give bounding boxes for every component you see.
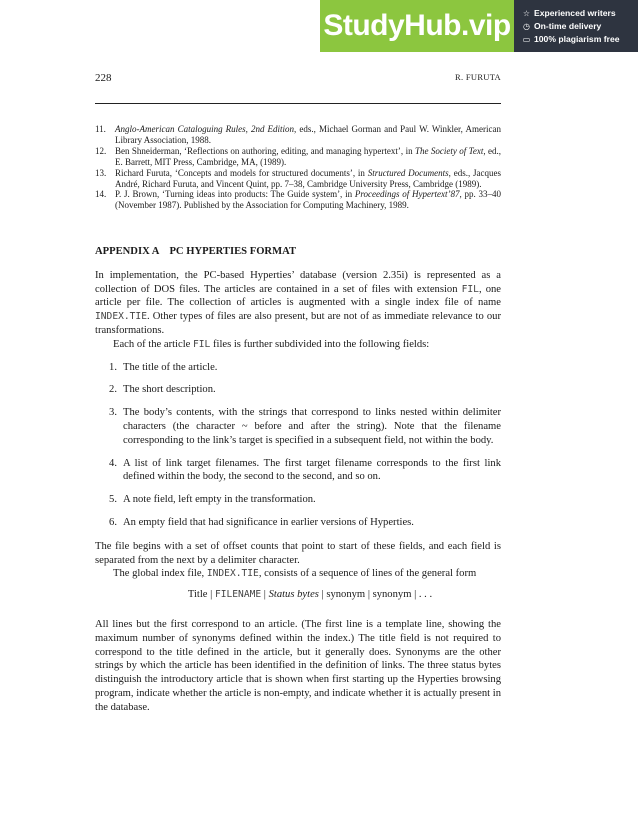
reference-item xyxy=(95,189,501,211)
clock-icon: ◷ xyxy=(523,21,530,31)
code-run: FILENAME xyxy=(214,589,262,601)
paragraph-fields-intro: Each of the article FIL files is further subdivided into the following fields: xyxy=(113,338,430,350)
star-icon: ☆ xyxy=(522,8,531,18)
list-item-text: The title of the article. xyxy=(123,361,218,373)
references-list xyxy=(95,124,501,211)
reference-text: Anglo-American Cataloguing Rules, 2nd Edition, eds., Michael Gorman and Paul W. Winkler, American Library Association, 1988. xyxy=(115,124,501,145)
list-item-number: 3. xyxy=(109,407,117,419)
brand-logo[interactable]: StudyHub.vip xyxy=(320,0,514,52)
list-item-number: 4. xyxy=(109,457,117,469)
ad-banner[interactable] xyxy=(320,0,638,52)
page-number: 228 xyxy=(95,72,112,84)
reference-item xyxy=(95,146,501,168)
italic-run: Proceedings of Hypertext’87 xyxy=(354,189,460,200)
code-run: INDEX.TIE xyxy=(95,311,147,323)
italic-run: Anglo-American Cataloguing Rules, 2nd Edition xyxy=(115,124,295,134)
list-item xyxy=(95,361,501,375)
reference-item xyxy=(95,124,501,146)
reference-number: 11. xyxy=(95,124,106,134)
list-item xyxy=(95,406,501,447)
feature-label: 100% plagiarism free xyxy=(534,34,620,44)
reference-number: 12. xyxy=(95,145,107,156)
list-item-number: 2. xyxy=(109,384,117,396)
reference-item xyxy=(95,168,501,190)
feature-experienced-writers xyxy=(522,8,638,18)
reference-text: Ben Shneiderman, ‘Reflections on authoring, editing, and managing hypertext’, in The Society of Text, ed., E. Barrett, MIT Press, Cambridge, MA, (1989). xyxy=(115,145,501,167)
italic-run: Structured Documents xyxy=(367,167,449,178)
code-run: FIL xyxy=(461,283,479,295)
code-run: FIL xyxy=(193,338,211,350)
list-item-text: A list of link target filenames. The first target filename corresponds to the first link defined within the body, the second to the second, and so on. xyxy=(123,457,501,483)
list-item xyxy=(95,383,501,397)
reference-number: 13. xyxy=(95,167,107,178)
reference-number: 14. xyxy=(95,189,107,200)
document-icon: ▭ xyxy=(522,34,531,44)
paragraph-index-description: All lines but the first correspond to an article. (The first line is a template line, showing the maximum number of synonyms defined within the index.) The title field is not required to correspond to the title defined in the article, but it generally does. Synonyms are the other strings by which the article has been identified in the definition of links. The three status bytes distinguish the introductory article that is shown when first starting up the Hyperties browsing program, indicate whether the article is non-empty, and indicate whether it is actually present in the database. xyxy=(95,618,501,713)
list-item xyxy=(95,493,501,507)
list-item xyxy=(95,457,501,485)
reference-text: P. J. Brown, ‘Turning ideas into products: The Guide system’, in Proceedings of Hypertext’87, pp. 33–40 (November 1987). Published by the Association for Computing Machinery, 1989. xyxy=(115,189,501,211)
feature-label: On-time delivery xyxy=(534,21,602,31)
paragraph-offsets: The file begins with a set of offset counts that point to start of these fields, and each field is separated from the next by a delimiter character. xyxy=(95,540,501,566)
list-item-text: The body’s contents, with the strings that correspond to links nested within delimiter characters (the character ~ before and after the string). Note that the filename corresponding to the link’s target is specified in a subsequent field, not within the body. xyxy=(123,407,501,446)
list-item-text: The short description. xyxy=(123,384,216,396)
reference-text: Richard Furuta, ‘Concepts and models for structured documents’, in Structured Documents, eds., Jacques André, Richard Furuta, and Vincent Quint, pp. 7–38, Cambridge University Press, Cambridge (1989). xyxy=(115,167,501,189)
list-item xyxy=(95,516,501,530)
paragraph-index-file: The global index file, INDEX.TIE, consists of a sequence of lines of the general form xyxy=(113,568,477,580)
feature-on-time-delivery xyxy=(522,21,638,31)
running-head: R. FURUTA xyxy=(455,72,501,82)
list-item-text: An empty field that had significance in earlier versions of Hyperties. xyxy=(123,516,414,528)
header-rule xyxy=(95,103,501,104)
paragraph-intro: In implementation, the PC-based Hyperties’ database (version 2.35i) is represented as a collection of DOS files. The articles are contained in a set of files with extension FIL, one article per file. The collection of articles is augmented with a single index file of name INDEX.TIE. Other types of files are also present, but are not of as immediate relevance to our transformations. xyxy=(95,269,501,336)
list-item-number: 6. xyxy=(109,516,117,528)
feature-label: Experienced writers xyxy=(534,8,616,18)
section-heading: APPENDIX A PC HYPERTIES FORMAT xyxy=(95,246,297,257)
index-line-format: Title | FILENAME | Status bytes | synonym | synonym | . . . xyxy=(187,589,433,601)
appendix-section xyxy=(95,245,501,715)
feature-plagiarism-free xyxy=(522,34,638,44)
code-run: INDEX.TIE xyxy=(206,568,259,580)
italic-run: Status bytes xyxy=(268,589,319,601)
banner-features xyxy=(514,0,638,52)
italic-run: The Society of Text xyxy=(414,145,484,156)
list-item-number: 1. xyxy=(109,361,117,373)
fields-list xyxy=(95,361,501,530)
list-item-text: A note field, left empty in the transformation. xyxy=(123,494,316,506)
list-item-number: 5. xyxy=(109,494,117,506)
